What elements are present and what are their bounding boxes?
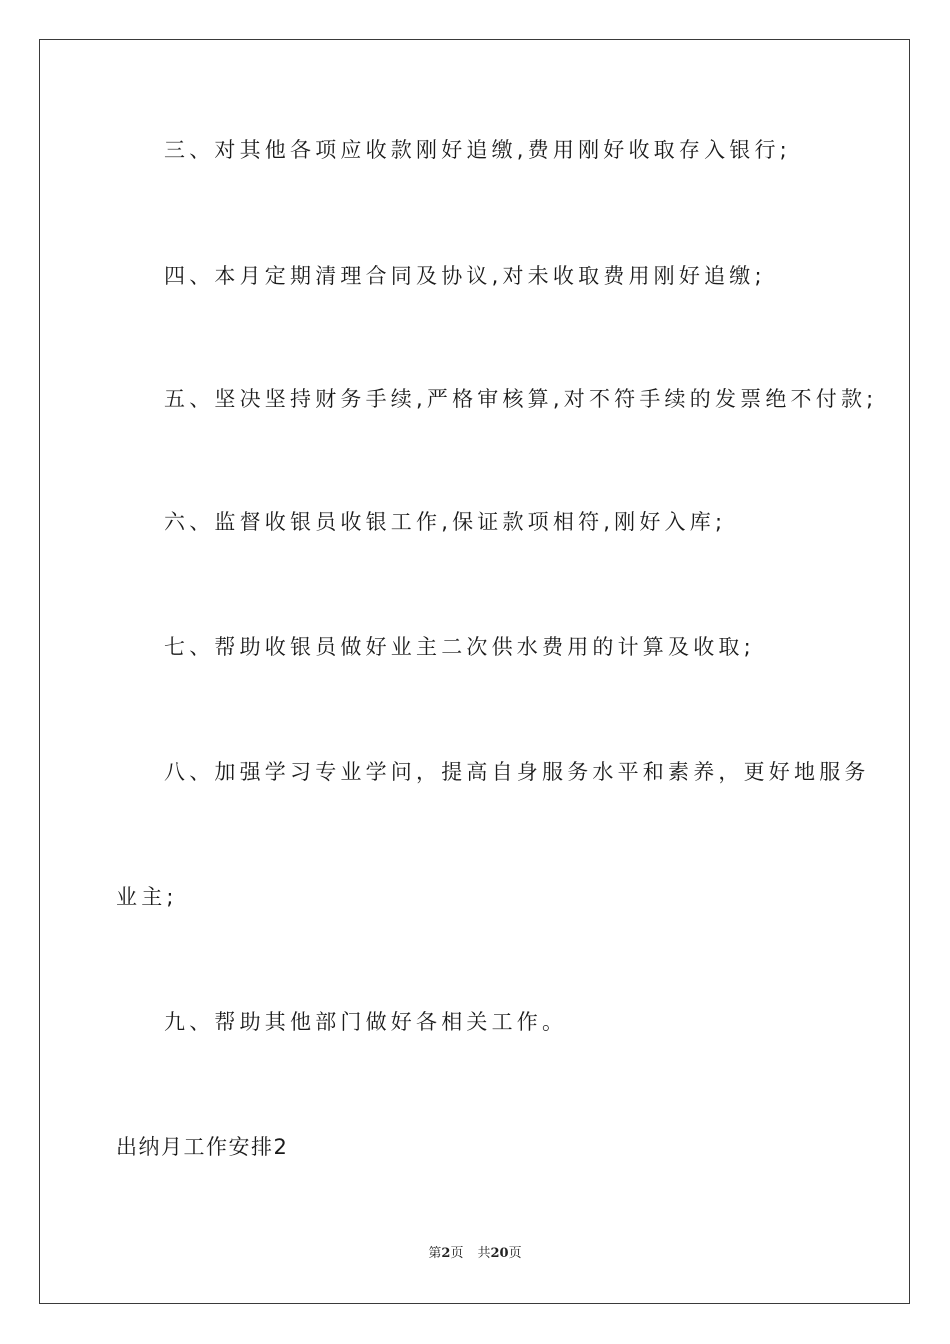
paragraph-item-9: 九、帮助其他部门做好各相关工作。 [164, 1010, 568, 1034]
page-footer [0, 1245, 950, 1263]
paragraph-item-8-line-2: 业主; [116, 885, 178, 909]
paragraph-item-8-line-1: 八、加强学习专业学问，提高自身服务水平和素养，更好地服务 [164, 760, 870, 784]
footer-total-prefix: 共 [477, 1246, 491, 1261]
footer-total-pages: 20 [490, 1246, 509, 1261]
footer-page-number: 2 [441, 1246, 451, 1261]
footer-page-prefix: 第 [428, 1246, 442, 1261]
paragraph-item-7: 七、帮助收银员做好业主二次供水费用的计算及收取; [164, 635, 755, 659]
footer-page-suffix: 页 [450, 1246, 464, 1261]
footer-total-suffix: 页 [508, 1246, 522, 1261]
paragraph-item-5: 五、坚决坚持财务手续,严格审核算,对不符手续的发票绝不付款; [164, 387, 878, 411]
paragraph-item-6: 六、监督收银员收银工作,保证款项相符,刚好入库; [164, 510, 727, 534]
section-heading: 出纳月工作安排2 [116, 1135, 289, 1159]
paragraph-item-4: 四、本月定期清理合同及协议,对未收取费用刚好追缴; [164, 264, 766, 288]
page-border [39, 39, 910, 1304]
paragraph-item-3: 三、对其他各项应收款刚好追缴,费用刚好收取存入银行; [164, 138, 791, 162]
